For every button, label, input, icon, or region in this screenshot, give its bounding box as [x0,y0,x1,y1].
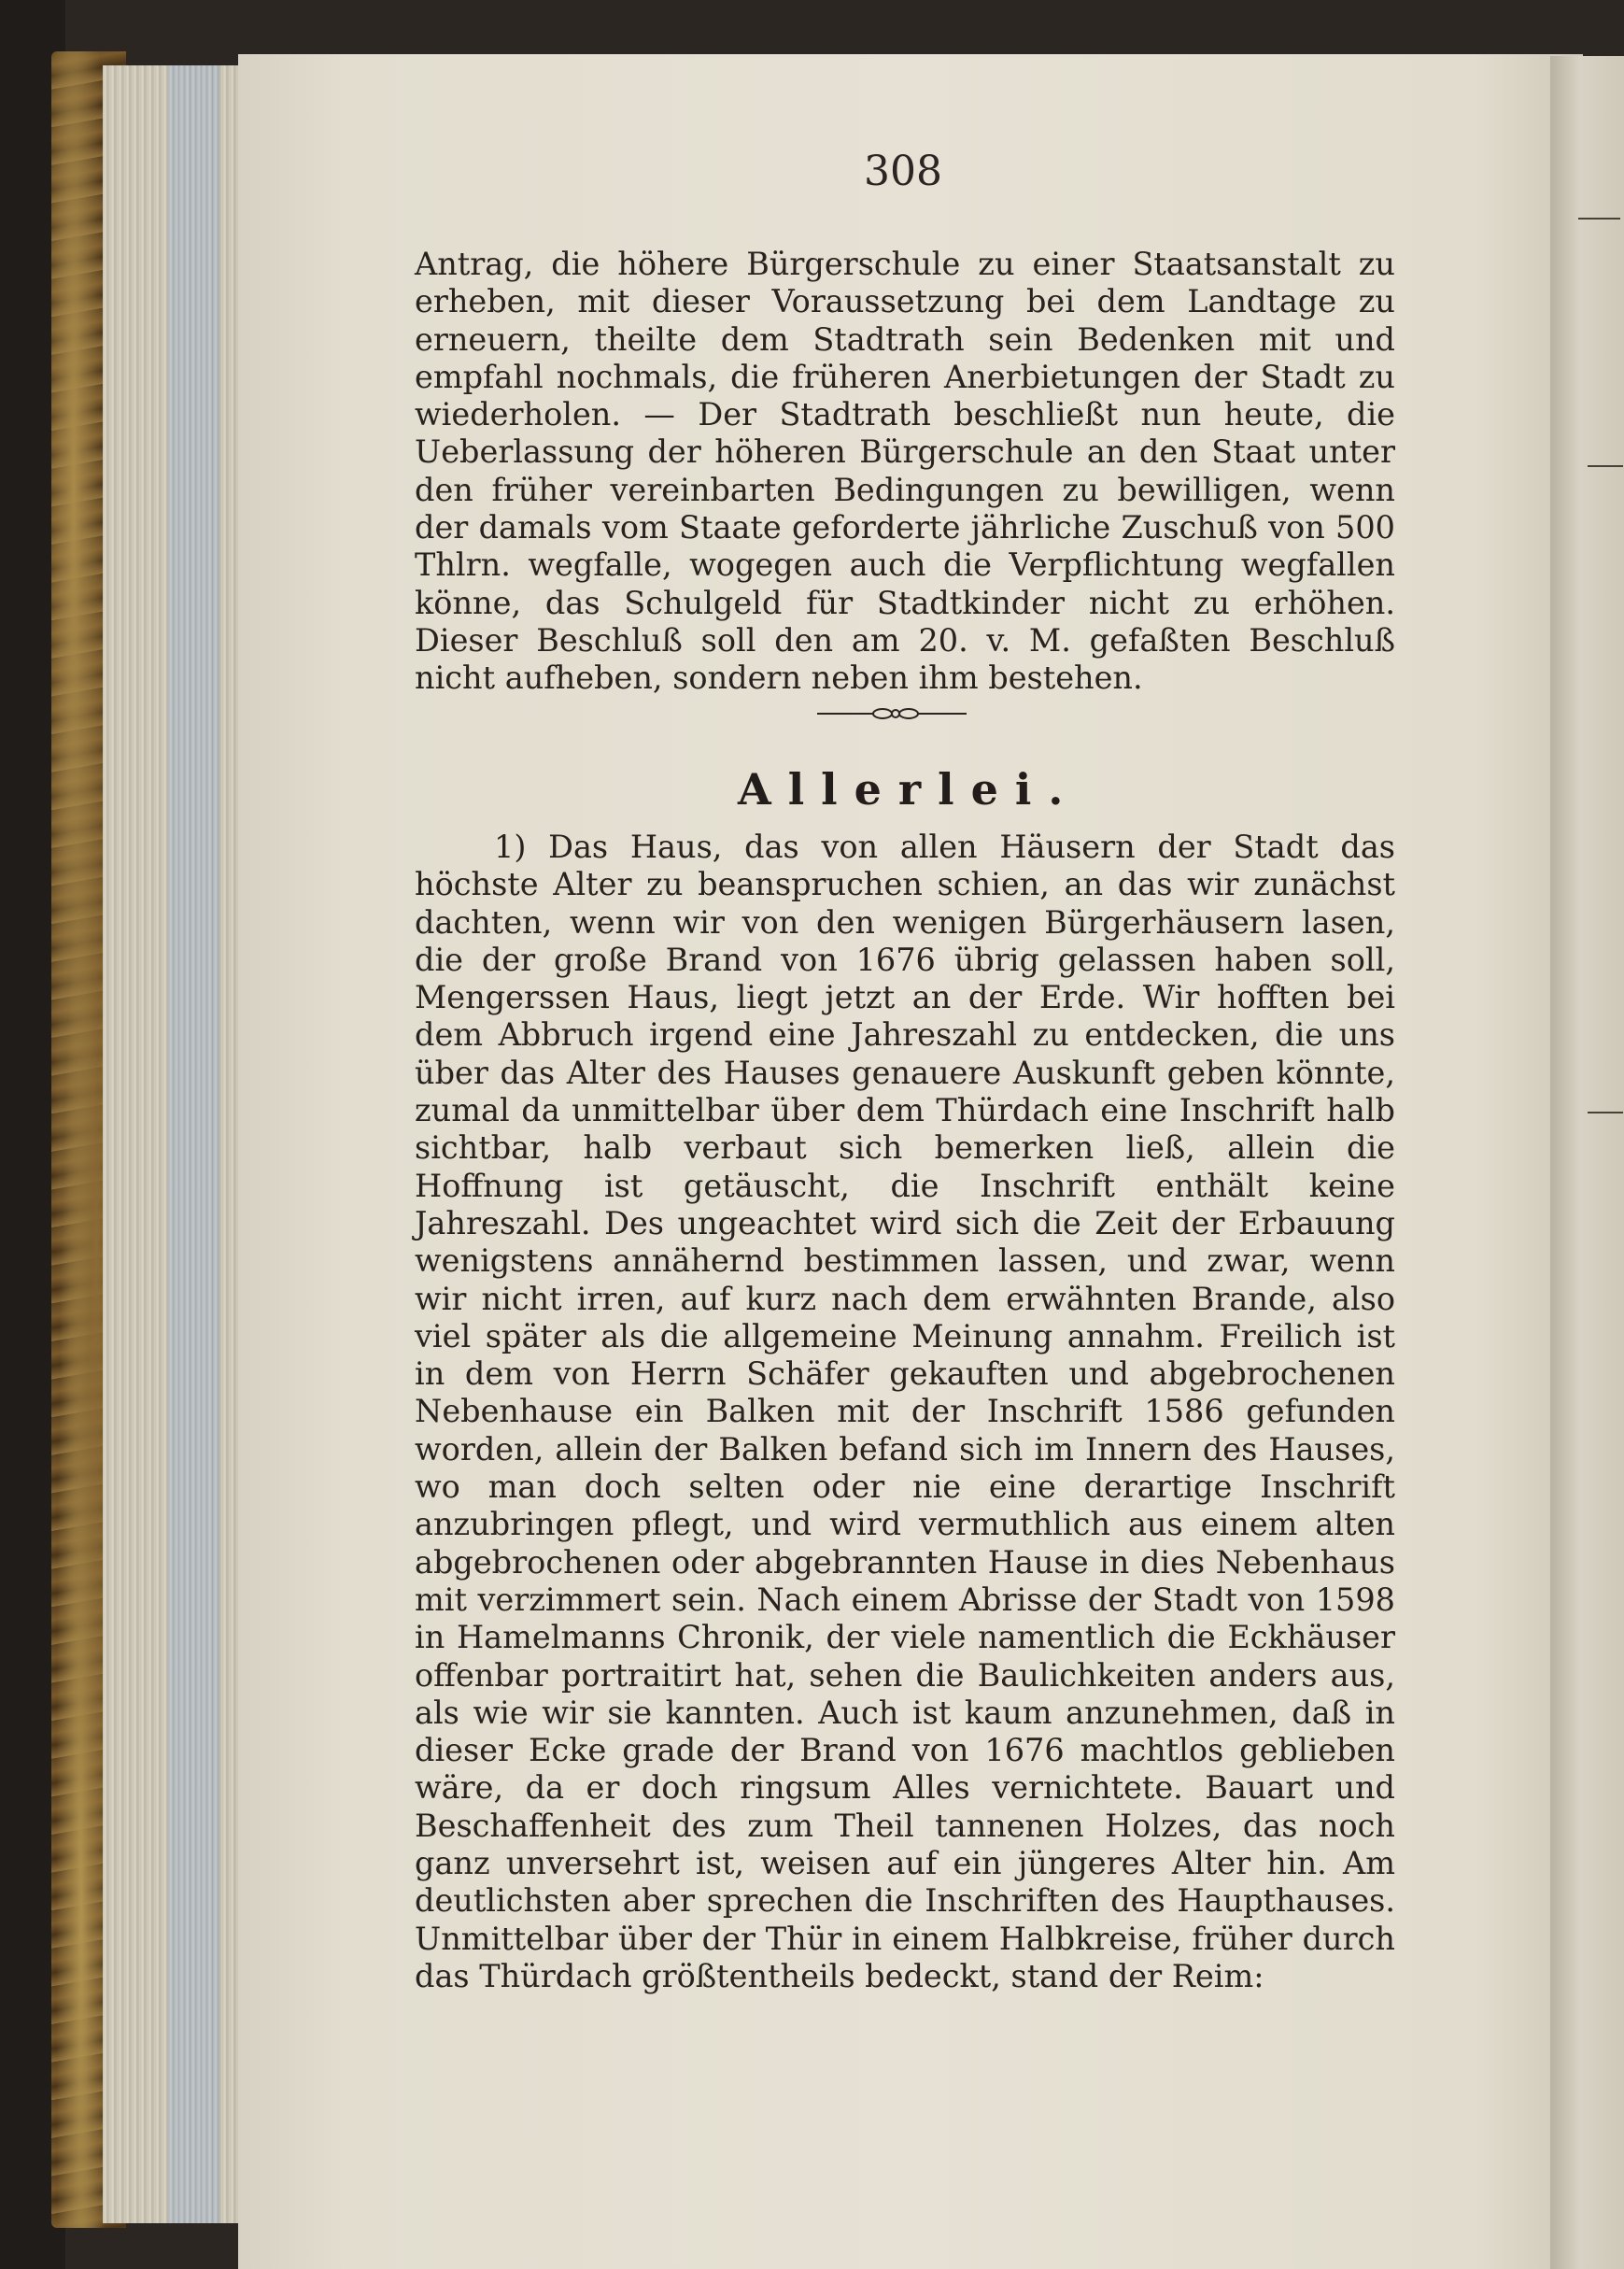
divider-ornament [817,702,967,725]
page-block-edges [103,65,252,2223]
page-edge-tint [168,65,219,2223]
paragraph-continuation: Antrag, die höhere Bürgerschule zu einer Staatsanstalt zu erheben, mit dieser Voraussetzung bei dem Landtage zu erneuern, theilte dem Stadtrath sein Bedenken mit und empfahl nochmals, die früheren Anerbietungen der Stadt zu wiederholen. — Der Stadtrath beschließt nun heute, die Ueberlassung der höheren Bürgerschule an den Staat unter den früher vereinbarten Bedingungen zu bewilligen, wenn der damals vom Staate geforderte jährliche Zuschuß von 500 Thlrn. wegfalle, wogegen auch die Verpflichtung wegfallen könne, das Schulgeld für Stadtkinder nicht zu erhöhen. Dieser Beschluß soll den am 20. v. M. gefaßten Beschluß nicht aufheben, sondern neben ihm bestehen. [415,246,1395,697]
page-number: 308 [864,148,942,195]
paragraph-allerlei: 1) Das Haus, das von allen Häusern der Stadt das höchste Alter zu beanspruchen schien, an das wir zunächst dachten, wenn wir von den wenigen Bürgerhäusern lasen, die der große Brand von 1676 übrig gelassen haben soll, Mengerssen Haus, liegt jetzt an der Erde. Wir hofften bei dem Abbruch irgend eine Jahreszahl zu entdecken, die uns über das Alter des Hauses genauere Auskunft geben könnte, zumal da unmittelbar über dem Thürdach eine Inschrift halb sichtbar, halb verbaut sich bemerken ließ, allein die Hoffnung ist getäuscht, die Inschrift enthält keine Jahreszahl. Des ungeachtet wird sich die Zeit der Erbauung wenigstens annähernd bestimmen lassen, und zwar, wenn wir nicht irren, auf kurz nach dem erwähnten Brande, also viel später als die allgemeine Meinung annahm. Freilich ist in dem von Herrn Schäfer gekauften und abgebrochenen Nebenhause ein Balken mit der Inschrift 1586 gefunden worden, allein der Balken befand sich im Innern des Hauses, wo man doch selten oder nie eine derartige Inschrift anzubringen pflegt, und wird vermuthlich aus einem alten abgebrochenen oder abgebrannten Hause in dies Nebenhaus mit verzimmert sein. Nach einem Abrisse der Stadt von 1598 in Hamelmanns Chronik, der viele namentlich die Eckhäuser offenbar portraitirt hat, sehen die Baulichkeiten anders aus, als wie wir sie kannten. Auch ist kaum anzunehmen, daß in dieser Ecke grade der Brand von 1676 machtlos geblieben wäre, da er doch ringsum Alles vernichtete. Bauart und Beschaffenheit des zum Theil tannenen Holzes, das noch ganz unversehrt ist, weisen auf ein jüngeres Alter hin. Am deutlichsten aber sprechen die Inschriften des Haupthauses. Unmittelbar über der Thür in einem Halbkreise, früher durch das Thürdach größtentheils bedeckt, stand der Reim: [415,829,1395,1994]
section-heading: Allerlei. [738,764,1080,815]
margin-mark [1578,218,1620,220]
facing-page-edge [1550,56,1624,2269]
margin-mark [1588,1112,1623,1113]
margin-mark [1588,465,1623,467]
